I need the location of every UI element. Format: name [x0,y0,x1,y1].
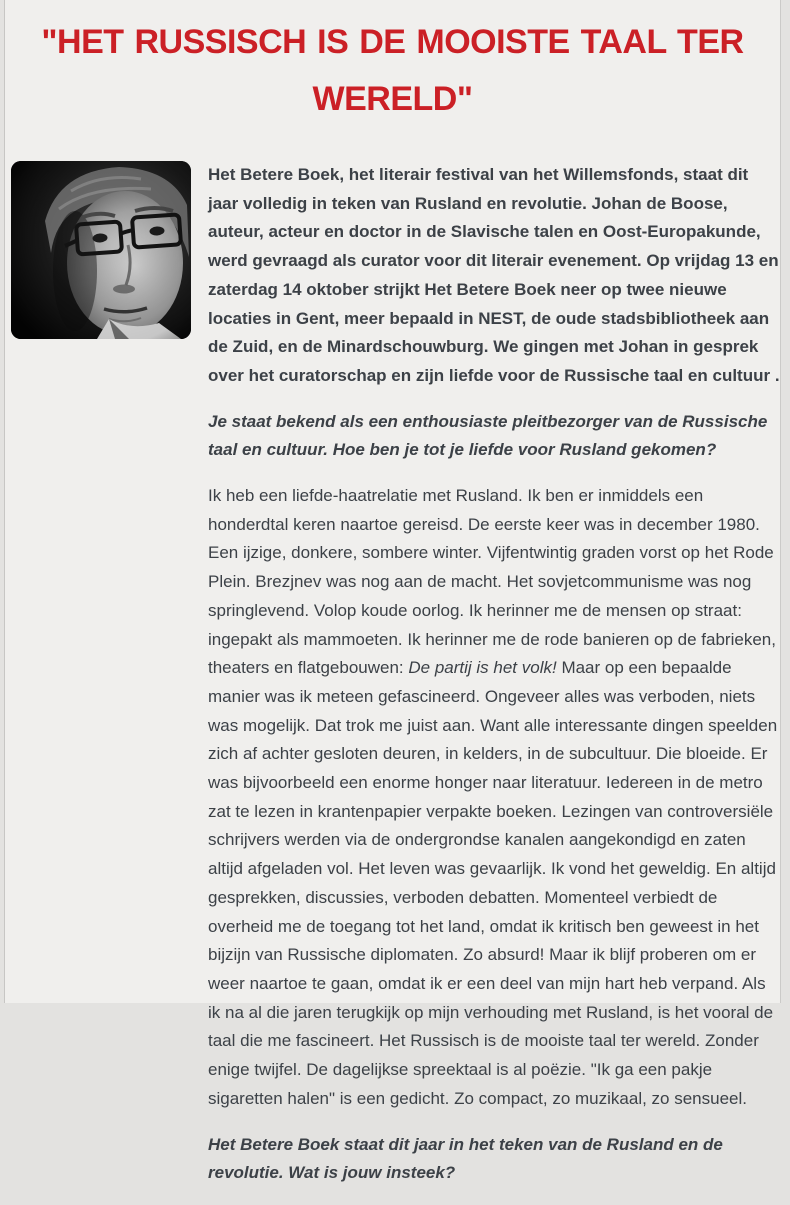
answer-1-slogan: De partij is het volk! [408,658,557,678]
answer-1-part1: Ik heb een liefde-haatrelatie met Rusland. Ik ben er inmiddels een honderdtal keren naartoe gereisd. De eerste keer was in december 1980. Een ijzige, donkere, sombere winter. Vijfentwintig graden vorst op het Rode Plein. Brezjnev was nog aan de macht. Het sovjetcommunisme was nog springlevend. Volop koude oorlog. Ik herinner me de mensen op straat: ingepakt als mammoeten. Ik herinner me de rode banieren op de fabrieken, theaters en flatgebouwen: [208,486,776,678]
portrait-photo [11,161,191,339]
question-2: Het Betere Boek staat dit jaar in het teken van de Rusland en de revolutie. Wat is jouw insteek? [208,1134,723,1183]
article-title: "HET RUSSISCH IS DE MOOISTE TAAL TER WERELD" [41,23,744,118]
article-body [5,161,780,1205]
answer-1 [208,482,780,1113]
question-1: Je staat bekend als een enthousiaste pleitbezorger van de Russische taal en cultuur. Hoe ben je tot je liefde voor Rusland gekomen? [208,411,768,460]
page-container [4,0,781,1183]
answer-1-part2: Maar op een bepaalde manier was ik meteen gefascineerd. Ongeveer alles was verboden, niets was mogelijk. Dat trok me juist aan. Want alle interessante dingen speelden zich af achter gesloten deuren, in kelders, in de subcultuur. Die bloeide. Er was bijvoorbeeld een enorme honger naar literatuur. Iedereen in de metro zat te lezen in krantenpapier verpakte boeken. Lezingen van controversiële schrijvers werden via de ondergrondse kanalen aangekondigd en zaten altijd afgeladen vol. Het leven was gevaarlijk. Ik vond het geweldig. En altijd gesprekken, discussies, verboden debatten. Momenteel verbiedt de overheid me de toegang tot het land, omdat ik kritisch ben geweest in het bijzijn van Russische diplomaten. Zo absurd! Maar ik blijf proberen om er weer naartoe te gaan, omdat ik er een deel van mijn hart heb verpand. Als ik na al die jaren terugkijk op mijn verhouding met Rusland, is het vooral de taal die me fascineert. Het Russisch is de mooiste taal ter wereld. Zonder enige twijfel. De dagelijkse spreektaal is al poëzie. "Ik ga een pakje sigaretten halen" is een gedicht. Zo compact, zo muzikaal, zo sensueel. [208,658,778,1108]
article-text [208,161,780,1205]
intro-paragraph: Het Betere Boek, het literair festival van het Willemsfonds, staat dit jaar volledig in teken van Rusland en revolutie. Johan de Boose, auteur, acteur en doctor in de Slavische talen en Oost-Europakunde, werd gevraagd als curator voor dit literair evenement. Op vrijdag 13 en zaterdag 14 oktober strijkt Het Betere Boek neer op twee nieuwe locaties in Gent, meer bepaald in NEST, de oude stadsbibliotheek aan de Zuid, en de Minardschouwburg. We gingen met Johan in gesprek over het curatorschap en zijn liefde voor de Russische taal en cultuur . [208,165,780,385]
portrait-illustration [11,161,191,339]
